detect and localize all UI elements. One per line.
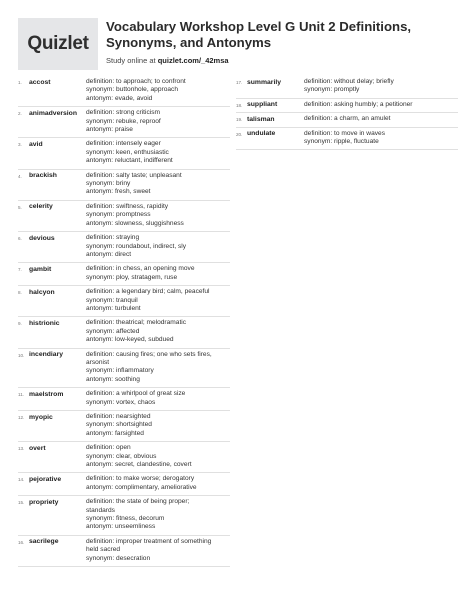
definition-line: synonym: inflammatory	[86, 367, 154, 375]
definition-line: synonym: clear, obvious	[86, 452, 157, 460]
vocab-entry	[18, 496, 230, 536]
definition-line: antonym: complimentary, ameliorative	[86, 483, 197, 491]
entry-number: 20.	[236, 131, 243, 137]
definition-line: antonym: secret, clandestine, covert	[86, 461, 192, 469]
definition-line: antonym: reluctant, indifferent	[86, 157, 173, 165]
entry-term: talisman	[247, 115, 275, 123]
definition-line: definition: straying	[86, 234, 140, 242]
entry-number: 18.	[236, 102, 243, 108]
entry-number: 17.	[236, 80, 243, 85]
definition-line: definition: a whirlpool of great size	[86, 390, 186, 398]
definition-line: standards	[86, 506, 115, 514]
vocab-entry	[18, 442, 230, 473]
definition-line: definition: to approach; to confront	[86, 78, 186, 85]
definition-line: definition: improper treatment of something	[86, 537, 212, 545]
entry-term: undulate	[247, 130, 276, 138]
study-online-line	[106, 56, 229, 65]
entry-term: brackish	[29, 172, 57, 180]
entry-term: devious	[29, 234, 55, 242]
definition-line: synonym: keen, enthusiastic	[86, 148, 169, 156]
entry-number: 6.	[18, 236, 22, 242]
definition-line: arsonist	[86, 358, 110, 366]
vocab-entry	[236, 128, 458, 151]
vocab-entry	[236, 76, 458, 99]
entry-term: summarily	[247, 78, 282, 86]
logo-text: Quizlet	[27, 33, 89, 54]
entry-term: gambit	[29, 265, 52, 273]
definition-line: synonym: promptly	[304, 86, 360, 94]
vocab-entry	[18, 349, 230, 389]
entry-definitions	[304, 130, 458, 147]
entry-definitions	[86, 475, 230, 492]
entry-term: animadversion	[29, 109, 77, 117]
vocab-entry	[18, 536, 230, 567]
definition-line: definition: the state of being proper;	[86, 498, 190, 506]
entry-term: maelstrom	[29, 390, 64, 398]
page-title: Vocabulary Workshop Level G Unit 2 Definitions, Synonyms, and Antonyms	[106, 19, 412, 50]
definition-line: synonym: roundabout, indirect, sly	[86, 242, 187, 250]
entry-term: histrionic	[29, 319, 60, 327]
definition-line: antonym: turbulent	[86, 304, 141, 312]
entry-definitions	[304, 101, 458, 109]
entry-term: pejorative	[29, 475, 62, 483]
study-prefix: Study online at	[106, 56, 158, 65]
entry-number: 4.	[18, 173, 22, 179]
definition-line: synonym: affected	[86, 327, 140, 335]
vocab-entry	[18, 286, 230, 317]
entry-number: 3.	[18, 142, 22, 148]
entry-definitions	[304, 78, 458, 95]
definition-line: antonym: evade, avoid	[86, 94, 153, 102]
vocab-entry	[18, 107, 230, 138]
definition-line: definition: causing fires; one who sets fires,	[86, 350, 212, 358]
definition-line: definition: in chess, an opening move	[86, 265, 195, 273]
definition-line: synonym: vortex, chaos	[86, 398, 156, 406]
entry-term: incendiary	[29, 351, 63, 359]
entry-number: 10.	[18, 352, 25, 358]
definition-line: synonym: rebuke, reproof	[86, 117, 161, 125]
left-column	[18, 76, 230, 567]
vocab-entry	[18, 76, 230, 107]
definition-line: definition: open	[86, 444, 131, 452]
definition-line: synonym: ripple, fluctuate	[304, 138, 379, 146]
definition-line: synonym: fitness, decorum	[86, 515, 165, 523]
entry-definitions	[86, 78, 230, 103]
definition-line: antonym: fresh, sweet	[86, 188, 151, 196]
quizlet-logo	[18, 18, 98, 70]
entry-definitions	[86, 203, 230, 228]
entry-definitions	[86, 444, 230, 469]
entry-definitions	[86, 140, 230, 165]
entry-definitions	[86, 265, 230, 282]
entry-term: myopic	[29, 413, 53, 421]
vocab-entry	[236, 113, 458, 127]
entry-definitions	[86, 413, 230, 438]
entry-number: 11.	[18, 392, 25, 398]
entry-definitions	[86, 390, 230, 407]
entry-number: 2.	[18, 111, 22, 117]
entry-number: 19.	[236, 117, 243, 123]
definition-line: definition: nearsighted	[86, 413, 151, 420]
right-column	[236, 76, 458, 150]
vocab-entry	[18, 317, 230, 348]
definition-line: synonym: tranquil	[86, 296, 138, 304]
entry-definitions	[86, 319, 230, 344]
definition-line: definition: asking humbly; a petitioner	[304, 100, 413, 108]
definition-line: antonym: farsighted	[86, 429, 144, 437]
definition-line: definition: to make worse; derogatory	[86, 475, 195, 483]
entry-number: 14.	[18, 477, 25, 483]
entry-definitions	[86, 538, 230, 563]
definition-line: antonym: soothing	[86, 375, 140, 383]
definition-line: synonym: shortsighted	[86, 421, 152, 429]
page-header	[18, 18, 458, 70]
entry-definitions	[86, 351, 230, 385]
entry-definitions	[86, 234, 230, 259]
vocab-entry	[18, 263, 230, 286]
entry-definitions	[86, 498, 230, 532]
entry-term: sacrilege	[29, 538, 59, 546]
definition-line: synonym: ploy, stratagem, ruse	[86, 273, 178, 281]
definition-line: definition: intensely eager	[86, 140, 161, 148]
definition-line: definition: to move in waves	[304, 129, 385, 137]
entry-term: halcyon	[29, 288, 55, 296]
definition-line: synonym: briny	[86, 180, 131, 188]
entry-number: 16.	[18, 539, 25, 545]
vocab-entry	[18, 232, 230, 263]
vocab-entry	[236, 99, 458, 113]
entry-number: 15.	[18, 500, 25, 506]
definition-line: definition: without delay; briefly	[304, 78, 394, 85]
vocab-entry	[18, 201, 230, 232]
vocab-entry	[18, 411, 230, 442]
entry-term: avid	[29, 140, 43, 148]
definition-line: definition: swiftness, rapidity	[86, 202, 169, 210]
definition-line: synonym: promptness	[86, 211, 151, 219]
entry-number: 7.	[18, 267, 22, 273]
definition-line: synonym: buttonhole, approach	[86, 86, 179, 94]
study-link[interactable]: quizlet.com/_42msa	[157, 56, 229, 65]
entry-number: 13.	[18, 446, 25, 452]
vocab-entry	[18, 138, 230, 169]
definition-line: antonym: unseemliness	[86, 523, 156, 531]
vocab-entry	[18, 388, 230, 411]
definition-line: antonym: low-keyed, subdued	[86, 336, 174, 344]
entry-term: accost	[29, 78, 51, 86]
entry-number: 12.	[18, 415, 25, 420]
definition-line: synonym: desecration	[86, 554, 151, 562]
definition-line: definition: theatrical; melodramatic	[86, 319, 187, 327]
vocab-entry	[18, 170, 230, 201]
definition-line: definition: salty taste; unpleasant	[86, 171, 182, 179]
entry-term: propriety	[29, 498, 59, 506]
entry-number: 9.	[18, 321, 22, 327]
entry-number: 5.	[18, 204, 22, 210]
entry-term: celerity	[29, 203, 53, 211]
definition-line: definition: a charm, an amulet	[304, 115, 391, 123]
entry-term: suppliant	[247, 101, 278, 109]
entry-definitions	[86, 172, 230, 197]
definition-line: definition: a legendary bird; calm, peaceful	[86, 288, 210, 296]
entry-number: 1.	[18, 80, 22, 85]
entry-definitions	[86, 109, 230, 134]
definition-line: antonym: slowness, sluggishness	[86, 219, 184, 227]
definition-line: definition: strong criticism	[86, 109, 161, 117]
entry-number: 8.	[18, 290, 22, 296]
entry-term: overt	[29, 444, 46, 452]
entry-definitions	[304, 115, 458, 123]
entry-definitions	[86, 288, 230, 313]
definition-line: antonym: praise	[86, 126, 133, 134]
vocab-entry	[18, 473, 230, 496]
definition-line: held sacred	[86, 546, 121, 554]
definition-line: antonym: direct	[86, 250, 132, 258]
